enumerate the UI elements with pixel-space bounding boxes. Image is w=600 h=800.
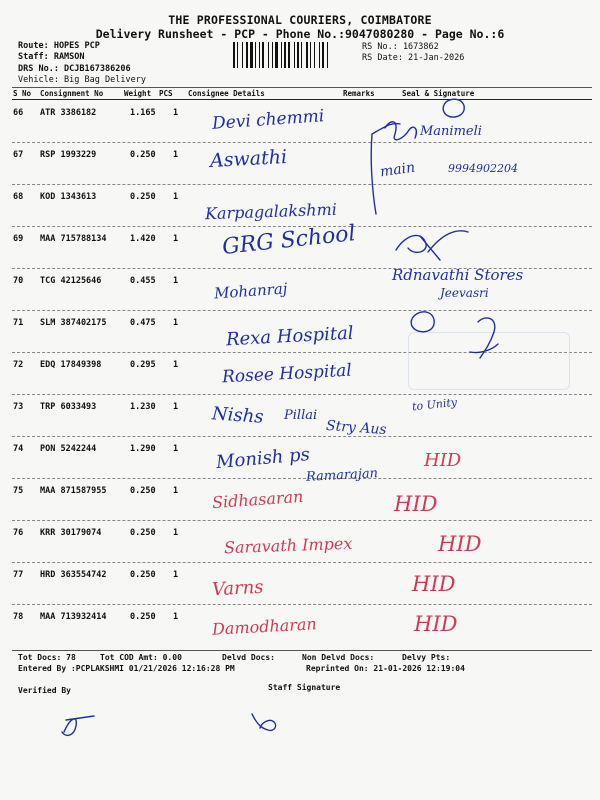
row-pcs: 1 bbox=[173, 486, 179, 496]
staff-signature-label: Staff Signature bbox=[268, 683, 341, 692]
col-consignment: Consignment No bbox=[40, 89, 104, 98]
row-pcs: 1 bbox=[173, 192, 179, 202]
row-pcs: 1 bbox=[173, 234, 179, 244]
row-weight: 1.420 bbox=[130, 234, 156, 244]
handwritten-consignee-67: Aswathi bbox=[209, 145, 288, 173]
drs-number: DRS No.: DCJB167386206 bbox=[18, 64, 131, 74]
handwritten-consignee-76: Saravath Impex bbox=[223, 533, 353, 558]
row-pcs: 1 bbox=[173, 360, 179, 370]
row-sno: 74 bbox=[13, 444, 24, 454]
row-pcs: 1 bbox=[173, 444, 179, 454]
rs-date: RS Date: 21-Jan-2026 bbox=[362, 53, 465, 63]
footer-rule-top bbox=[12, 650, 592, 651]
row-consignment-no: ATR 3386182 bbox=[40, 108, 97, 118]
row-pcs: 1 bbox=[173, 528, 179, 538]
col-remarks: Remarks bbox=[343, 89, 375, 98]
col-consignee: Consignee Details bbox=[188, 89, 265, 98]
delivered-docs: Delvd Docs: bbox=[222, 653, 275, 662]
row-weight: 0.295 bbox=[130, 360, 156, 370]
signature-scribble-69 bbox=[396, 231, 468, 260]
row-sno: 71 bbox=[13, 318, 24, 328]
handwritten-consignee-74b: Ramarajan bbox=[305, 466, 379, 485]
handwritten-hd-74: HID bbox=[424, 450, 462, 471]
row-sno: 70 bbox=[13, 276, 24, 286]
verified-by-label: Verified By bbox=[18, 686, 71, 695]
row-weight: 0.250 bbox=[130, 192, 156, 202]
verified-signature bbox=[62, 716, 94, 735]
row-pcs: 1 bbox=[173, 318, 179, 328]
row-consignment-no: PON 5242244 bbox=[40, 444, 97, 454]
handwritten-seal-70: Rdnavathi Stores bbox=[392, 266, 524, 284]
handwritten-main-67: main bbox=[379, 159, 417, 181]
signature-scribble-71 bbox=[470, 318, 498, 358]
staff-signature bbox=[252, 714, 276, 730]
company-title: THE PROFESSIONAL COURIERS, COIMBATORE bbox=[168, 13, 432, 27]
handwritten-consignee-73b: Pillai bbox=[284, 408, 318, 423]
row-consignment-no: MAA 713932414 bbox=[40, 612, 107, 622]
rs-number: RS No.: 1673862 bbox=[362, 42, 439, 52]
col-seal-signature: Seal & Signature bbox=[402, 89, 475, 98]
handwritten-consignee-69: GRG School bbox=[221, 221, 357, 260]
handwritten-hd-75: HID bbox=[394, 492, 438, 516]
handwritten-consignee-77: Varns bbox=[211, 576, 265, 601]
circled-mark-66 bbox=[443, 99, 464, 117]
reprinted-on: Reprinted On: 21-01-2026 12:19:04 bbox=[306, 664, 465, 673]
row-sno: 72 bbox=[13, 360, 24, 370]
handwritten-hd-77: HID bbox=[412, 572, 456, 596]
row-weight: 0.250 bbox=[130, 612, 156, 622]
row-sno: 75 bbox=[13, 486, 24, 496]
row-pcs: 1 bbox=[173, 402, 179, 412]
row-sno: 68 bbox=[13, 192, 24, 202]
row-consignment-no: EDQ 17849398 bbox=[40, 360, 102, 370]
row-consignment-no: TCG 42125646 bbox=[40, 276, 102, 286]
runsheet-subtitle: Delivery Runsheet - PCP - Phone No.:9047080280 - Page No.:6 bbox=[95, 27, 505, 41]
row-sno: 73 bbox=[13, 402, 24, 412]
row-weight: 0.455 bbox=[130, 276, 156, 286]
row-weight: 1.290 bbox=[130, 444, 156, 454]
row-sno: 77 bbox=[13, 570, 24, 580]
handwritten-consignee-73: Nishs bbox=[211, 403, 265, 428]
col-sno: S No bbox=[13, 89, 32, 98]
handwritten-consignee-71: Rexa Hospital bbox=[225, 322, 355, 351]
handwritten-hd-78: HID bbox=[414, 612, 458, 636]
col-weight: Weight bbox=[124, 89, 152, 98]
seal-bracket-67 bbox=[371, 123, 400, 214]
row-sno: 67 bbox=[13, 150, 24, 160]
handwritten-consignee-66: Devi chemmi bbox=[211, 106, 325, 134]
handwritten-consignee-68: Karpagalakshmi bbox=[204, 199, 338, 224]
handwritten-seal-70b: Jeevasri bbox=[440, 286, 489, 300]
row-pcs: 1 bbox=[173, 612, 179, 622]
handwritten-consignee-72: Rosee Hospital bbox=[221, 360, 353, 388]
handwritten-consignee-75: Sidhasaran bbox=[211, 486, 304, 513]
row-pcs: 1 bbox=[173, 570, 179, 580]
row-pcs: 1 bbox=[173, 108, 179, 118]
route-text: Route: HOPES PCP bbox=[18, 41, 100, 51]
row-weight: 1.230 bbox=[130, 402, 156, 412]
total-docs: Tot Docs: 78 bbox=[18, 653, 76, 662]
row-weight: 0.250 bbox=[130, 150, 156, 160]
non-delivered-docs: Non Delvd Docs: bbox=[302, 653, 375, 662]
total-cod-amount: Tot COD Amt: 0.00 bbox=[100, 653, 182, 662]
row-consignment-no: MAA 871587955 bbox=[40, 486, 107, 496]
row-weight: 1.165 bbox=[130, 108, 156, 118]
row-weight: 0.250 bbox=[130, 570, 156, 580]
handwritten-phone-67: 9994902204 bbox=[448, 162, 518, 175]
row-weight: 0.250 bbox=[130, 486, 156, 496]
row-sno: 76 bbox=[13, 528, 24, 538]
handwritten-consignee-73c: Stry Aus bbox=[325, 417, 388, 439]
handwritten-consignee-74: Monish ps bbox=[215, 443, 311, 474]
row-consignment-no: TRP 6033493 bbox=[40, 402, 97, 412]
handwritten-seal-67: Manimeli bbox=[420, 124, 482, 139]
delivery-points: Delvy Pts: bbox=[402, 653, 451, 662]
handwritten-consignee-70: Mohanraj bbox=[213, 279, 288, 303]
entered-by: Entered By :PCPLAKSHMI 01/21/2026 12:16:28 PM bbox=[18, 664, 235, 673]
circled-mark-71 bbox=[411, 312, 434, 332]
row-sno: 78 bbox=[13, 612, 24, 622]
vehicle-text: Vehicle: Big Bag Delivery bbox=[18, 75, 146, 85]
row-consignment-no: KOD 1343613 bbox=[40, 192, 97, 202]
row-consignment-no: MAA 715788134 bbox=[40, 234, 107, 244]
handwritten-remark-73: to Unity bbox=[411, 395, 458, 414]
row-weight: 0.250 bbox=[130, 528, 156, 538]
row-consignment-no: RSP 1993229 bbox=[40, 150, 97, 160]
row-consignment-no: KRR 30179074 bbox=[40, 528, 102, 538]
row-consignment-no: HRD 363554742 bbox=[40, 570, 107, 580]
staff-text: Staff: RAMSON bbox=[18, 52, 85, 62]
row-sno: 69 bbox=[13, 234, 24, 244]
row-weight: 0.475 bbox=[130, 318, 156, 328]
handwritten-consignee-78: Damodharan bbox=[211, 614, 318, 639]
row-pcs: 1 bbox=[173, 150, 179, 160]
col-pcs: PCS bbox=[159, 89, 173, 98]
handwritten-hd-76: HID bbox=[438, 532, 482, 556]
row-sno: 66 bbox=[13, 108, 24, 118]
row-pcs: 1 bbox=[173, 276, 179, 286]
row-consignment-no: SLM 387402175 bbox=[40, 318, 107, 328]
